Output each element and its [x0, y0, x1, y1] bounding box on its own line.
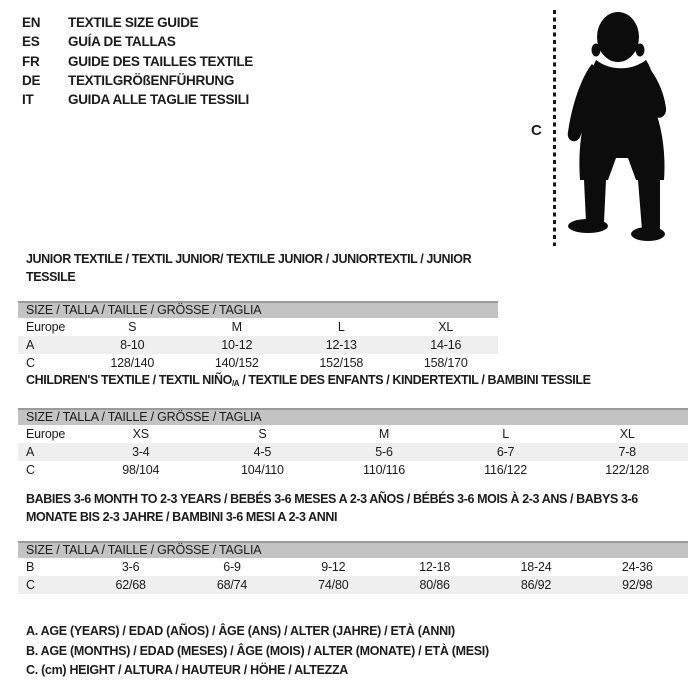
row-label: B	[26, 560, 35, 574]
language-code: DE	[22, 72, 41, 88]
table-header-band: SIZE / TALLA / TAILLE / GRÖSSE / TAGLIA	[18, 408, 688, 425]
table-title-segment: CHILDREN'S TEXTILE / TEXTIL NIÑO	[26, 373, 232, 387]
table-cell: 6-9	[223, 560, 241, 574]
table-cell: 74/80	[318, 578, 349, 592]
row-label: C	[26, 463, 35, 477]
table-cell: 98/104	[122, 463, 160, 477]
legend	[26, 622, 489, 681]
table-cell: 86/92	[520, 578, 552, 592]
language-row	[22, 13, 253, 32]
table-cell: L	[337, 320, 345, 334]
table-row	[18, 425, 688, 443]
table-header-band: SIZE / TALLA / TAILLE / GRÖSSE / TAGLIA	[18, 541, 688, 558]
table-cell: 24-36	[621, 560, 653, 574]
table-cell: 62/68	[115, 578, 146, 592]
table-cell: 9-12	[321, 560, 346, 574]
language-row	[22, 71, 253, 90]
table-cell: 12-13	[325, 338, 357, 352]
language-row	[22, 90, 253, 109]
legend-line: A. AGE (YEARS) / EDAD (AÑOS) / ÂGE (ANS) / ALTER (JAHRE) / ETÀ (ANNI)	[26, 624, 455, 638]
table-cell: 152/158	[319, 356, 364, 370]
language-title: GUÍA DE TALLAS	[68, 34, 176, 50]
table-row	[18, 461, 688, 479]
table-row	[18, 336, 498, 354]
table-cell: 68/74	[216, 578, 248, 592]
language-title: TEXTILE SIZE GUIDE	[68, 15, 199, 30]
language-title: TEXTILGRÖßENFÜHRUNG	[68, 72, 235, 88]
height-dotted-line	[553, 10, 556, 246]
table-cell: 3-4	[132, 445, 150, 459]
table-row	[18, 443, 688, 461]
row-label: A	[26, 338, 35, 352]
table-cell: XS	[132, 427, 149, 441]
table-cell: 18-24	[520, 560, 552, 574]
table-cell: 92/98	[622, 578, 653, 592]
table-title-segment: / TEXTILE DES ENFANTS / KINDERTEXTIL / BAMBINI TESSILE	[239, 373, 591, 387]
table-row	[18, 576, 688, 594]
table-cell: 80/86	[419, 578, 450, 592]
table-block-junior	[18, 250, 498, 372]
table-title: JUNIOR TEXTILE / TEXTIL JUNIOR/ TEXTILE JUNIOR / JUNIORTEXTIL / JUNIOR TESSILE	[26, 252, 472, 284]
table-row	[18, 318, 498, 336]
table-block-babies	[18, 490, 688, 594]
language-title: GUIDE DES TAILLES TEXTILE	[68, 53, 254, 69]
table-cell: 116/122	[484, 463, 527, 477]
table-row	[18, 558, 688, 576]
table-cell: XL	[438, 320, 454, 334]
row-label: A	[26, 445, 35, 459]
table-cell: 104/110	[240, 463, 284, 477]
table-cell: 10-12	[221, 338, 253, 352]
table-cell: L	[502, 427, 509, 441]
table-row	[18, 354, 498, 372]
legend-line: C. (cm) HEIGHT / ALTURA / HAUTEUR / HÖHE / ALTEZZA	[26, 663, 349, 677]
table-cell: XL	[619, 427, 635, 441]
language-row	[22, 32, 253, 51]
row-label: Europe	[26, 427, 66, 441]
table-title-segment: /A	[231, 379, 240, 388]
table-cell: S	[128, 320, 137, 334]
height-measure-label: C	[531, 122, 542, 139]
table-header-band: SIZE / TALLA / TAILLE / GRÖSSE / TAGLIA	[18, 301, 498, 318]
language-title-list	[22, 13, 253, 109]
table-cell: 6-7	[496, 445, 515, 459]
table-cell: 5-6	[375, 445, 393, 459]
row-label: C	[26, 356, 35, 370]
toddler-silhouette	[558, 8, 700, 248]
language-code: FR	[22, 53, 40, 69]
row-label: C	[26, 578, 35, 592]
table-cell: 8-10	[120, 338, 145, 352]
table-cell: 4-5	[253, 445, 272, 459]
language-code: EN	[22, 15, 41, 30]
table-cell: 122/128	[605, 463, 650, 477]
table-cell: M	[378, 427, 390, 441]
table-cell: 14-16	[430, 338, 462, 352]
table-cell: S	[258, 427, 267, 441]
legend-line: B. AGE (MONTHS) / EDAD (MESES) / ÂGE (MOIS) / ALTER (MONATE) / ETÀ (MESI)	[26, 643, 489, 658]
table-cell: 128/140	[110, 356, 155, 370]
row-label: Europe	[26, 320, 66, 334]
table-cell: 12-18	[419, 560, 451, 574]
table-cell: 110/116	[363, 463, 405, 477]
language-code: ES	[22, 34, 40, 50]
table-cell: 158/170	[423, 356, 468, 370]
table-title: BABIES 3-6 MONTH TO 2-3 YEARS / BEBÉS 3-6 MESES A 2-3 AÑOS / BÉBÉS 3-6 MOIS À 2-3 ANS / BABYS 3-6 MONATE BIS 2-3 JAHRE / BAMBINI 3-6 MESI A 2-3 ANNI	[26, 492, 638, 524]
table-block-children	[18, 371, 688, 479]
table-cell: 7-8	[618, 445, 636, 459]
table-title	[26, 371, 651, 393]
table-cell: 3-6	[121, 560, 140, 574]
language-title: GUIDA ALLE TAGLIE TESSILI	[68, 92, 249, 108]
table-cell: 140/152	[214, 356, 259, 370]
language-code: IT	[22, 92, 34, 108]
table-cell: M	[231, 320, 242, 334]
language-row	[22, 52, 253, 71]
